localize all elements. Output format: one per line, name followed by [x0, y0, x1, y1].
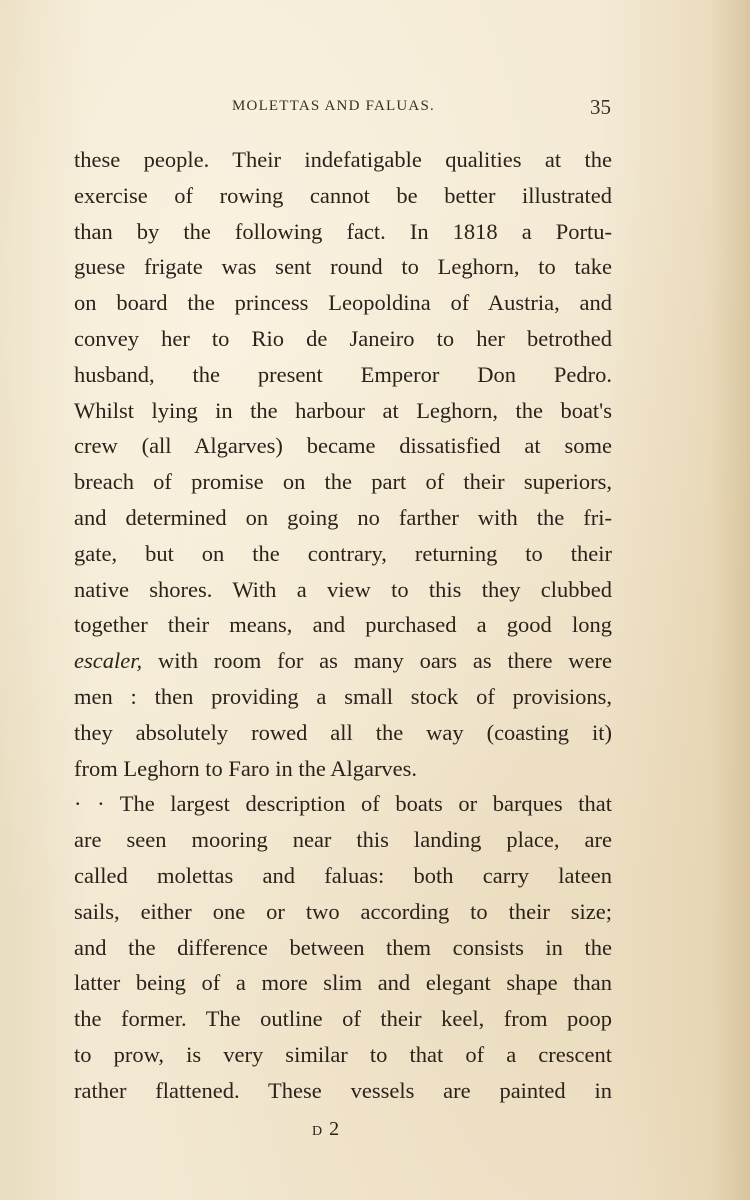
body-text	[74, 142, 612, 1109]
text-line: they absolutely rowed all the way (coasting it)	[74, 719, 612, 745]
signature-number: 2	[329, 1118, 342, 1140]
text-line: native shores. With a view to this they clubbed	[74, 576, 612, 602]
paragraph-2-line: to prow, is very similar to that of a crescent	[74, 1041, 612, 1067]
paragraph-2-line: · · The largest description of boats or barques that	[74, 791, 612, 817]
running-title: MOLETTAS AND FALUAS.	[232, 98, 435, 114]
text-line: guese frigate was sent round to Leghorn, to take	[74, 254, 612, 280]
text-line: together their means, and purchased a good long	[74, 612, 612, 638]
running-head	[0, 95, 750, 122]
text-line: than by the following fact. In 1818 a Portu-	[74, 218, 612, 244]
italic-word-escaler: escaler,	[74, 648, 143, 674]
text-line-rest: with room for as many oars as there were	[142, 648, 612, 674]
text-line: convey her to Rio de Janeiro to her betrothed	[74, 325, 612, 351]
paragraph-2-line: latter being of a more slim and elegant shape than	[74, 970, 612, 996]
text-line: husband, the present Emperor Don Pedro.	[74, 361, 612, 387]
page-edge-shading	[710, 0, 750, 1200]
paragraph-2-line: the former. The outline of their keel, from poop	[74, 1006, 612, 1032]
text-line: these people. Their indefatigable qualities at the	[74, 147, 612, 172]
signature-mark	[312, 1118, 341, 1141]
signature-letter: D	[312, 1124, 324, 1139]
text-line: breach of promise on the part of their superiors,	[74, 469, 612, 495]
text-line: crew (all Algarves) became dissatisfied at some	[74, 433, 612, 459]
paragraph-2-line: are seen mooring near this landing place, are	[74, 827, 612, 853]
paragraph-2-line: sails, either one or two according to their size;	[74, 898, 612, 924]
text-line: on board the princess Leopoldina of Austria, and	[74, 290, 612, 316]
text-line: exercise of rowing cannot be better illustrated	[74, 182, 612, 208]
paragraph-2-line: rather flattened. These vessels are painted in	[74, 1077, 612, 1103]
paragraph-2-line: and the difference between them consists in the	[74, 934, 612, 960]
paragraph-end-line: from Leghorn to Faro in the Algarves.	[74, 755, 418, 781]
text-line: men : then providing a small stock of provisions,	[74, 683, 612, 709]
text-line: gate, but on the contrary, returning to their	[74, 540, 612, 566]
page-number: 35	[590, 95, 611, 119]
paragraph-2-line: called molettas and faluas: both carry lateen	[74, 862, 612, 888]
text-line: and determined on going no farther with the fri-	[74, 504, 612, 530]
text-line-italic	[74, 643, 612, 679]
text-line: Whilst lying in the harbour at Leghorn, the boat's	[74, 397, 612, 423]
